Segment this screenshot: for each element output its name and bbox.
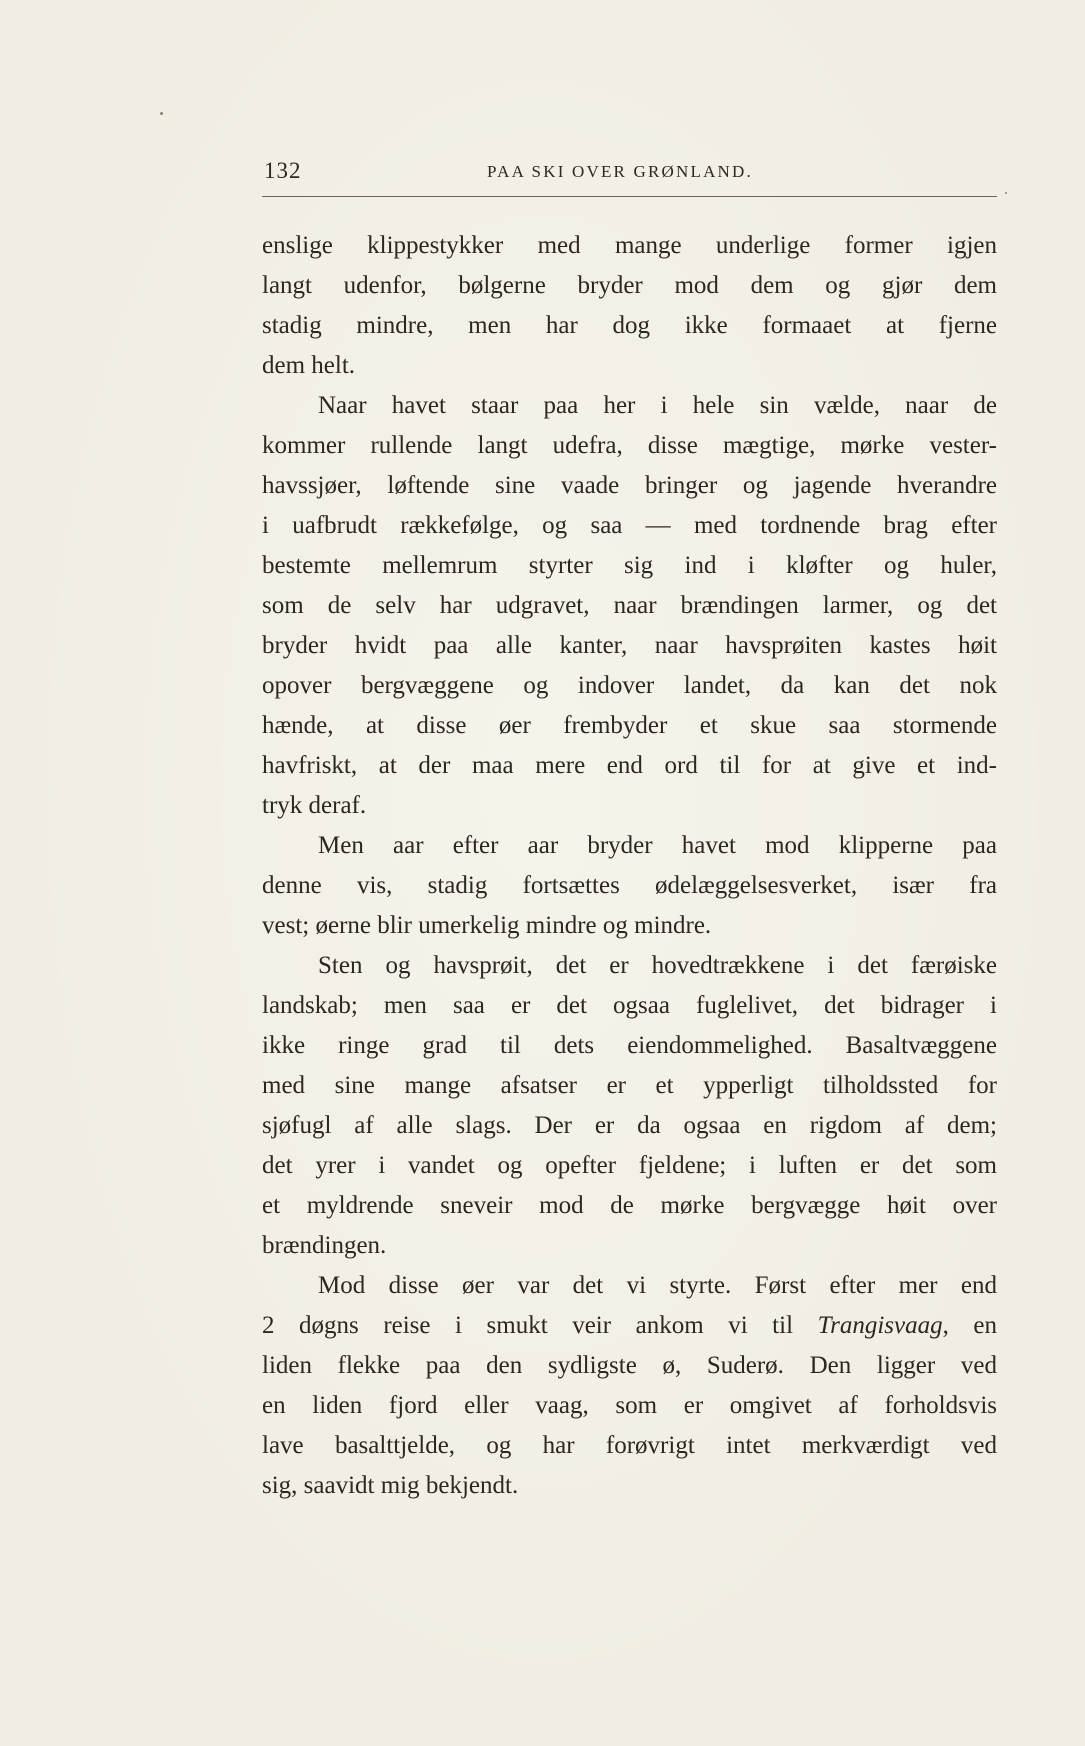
text-line: denne vis, stadig fortsættes ødelæggelsesverket, især fra [262, 872, 997, 899]
text-line: en liden fjord eller vaag, som er omgivet af forholdsvis [262, 1392, 997, 1419]
text-line: vest; øerne blir umerkelig mindre og mindre. [262, 912, 712, 939]
text-line: brændingen. [262, 1232, 387, 1259]
header-rule [262, 196, 997, 197]
text-line: i uafbrudt rækkefølge, og saa — med tordnende brag efter [262, 512, 997, 539]
text-line: sjøfugl af alle slags. Der er da ogsaa en rigdom af dem; [262, 1112, 997, 1139]
page-header [262, 158, 997, 188]
text-line: opover bergvæggene og indover landet, da kan det nok [262, 672, 997, 699]
paper-speck [1005, 192, 1007, 194]
text-line: liden flekke paa den sydligste ø, Suderø. Den ligger ved [262, 1352, 997, 1379]
text-line: bryder hvidt paa alle kanter, naar havsprøiten kastes høit [262, 632, 997, 659]
paragraph-start-line: Naar havet staar paa her i hele sin vælde, naar de [318, 392, 997, 419]
text-line: havssjøer, løftende sine vaade bringer og jagende hverandre [262, 472, 997, 499]
paragraph-start-line: Mod disse øer var det vi styrte. Først efter mer end [318, 1272, 997, 1299]
text-line: med sine mange afsatser er et ypperligt tilholdssted for [262, 1072, 997, 1099]
text-segment: , en [942, 1312, 997, 1339]
text-line: enslige klippestykker med mange underlige former igjen [262, 232, 997, 259]
page-number: 132 [264, 158, 302, 183]
text-line: kommer rullende langt udefra, disse mægtige, mørke vester- [262, 432, 997, 459]
text-line: bestemte mellemrum styrter sig ind i kløfter og huler, [262, 552, 997, 579]
text-line: ikke ringe grad til dets eiendommelighed. Basaltvæggene [262, 1032, 997, 1059]
text-line: havfriskt, at der maa mere end ord til for at give et ind- [262, 752, 997, 779]
running-title: PAA SKI OVER GRØNLAND. [487, 162, 753, 181]
text-line: landskab; men saa er det ogsaa fuglelivet, det bidrager i [262, 992, 997, 1019]
text-line: dem helt. [262, 352, 356, 379]
paragraph-start-line: Sten og havsprøit, det er hovedtrækkene i det færøiske [318, 952, 997, 979]
text-line: langt udenfor, bølgerne bryder mod dem og gjør dem [262, 272, 997, 299]
text-line: sig, saavidt mig bekjendt. [262, 1472, 519, 1499]
text-line [262, 1306, 997, 1346]
paper-speck [160, 112, 163, 115]
body-text [262, 226, 997, 1506]
text-line: lave basalttjelde, og har forøvrigt intet merkværdigt ved [262, 1432, 997, 1459]
text-line: stadig mindre, men har dog ikke formaaet at fjerne [262, 312, 997, 339]
text-line: hænde, at disse øer frembyder et skue saa stormende [262, 712, 997, 739]
text-line: som de selv har udgravet, naar brændingen larmer, og det [262, 592, 997, 619]
text-segment: 2 døgns reise i smukt veir ankom vi til [262, 1312, 818, 1339]
paragraph-start-line: Men aar efter aar bryder havet mod klipperne paa [318, 832, 997, 859]
place-name-italic: Trangisvaag [817, 1312, 943, 1339]
text-line: tryk deraf. [262, 792, 367, 819]
text-line: et myldrende sneveir mod de mørke bergvægge høit over [262, 1192, 997, 1219]
text-line: det yrer i vandet og opefter fjeldene; i luften er det som [262, 1152, 997, 1179]
